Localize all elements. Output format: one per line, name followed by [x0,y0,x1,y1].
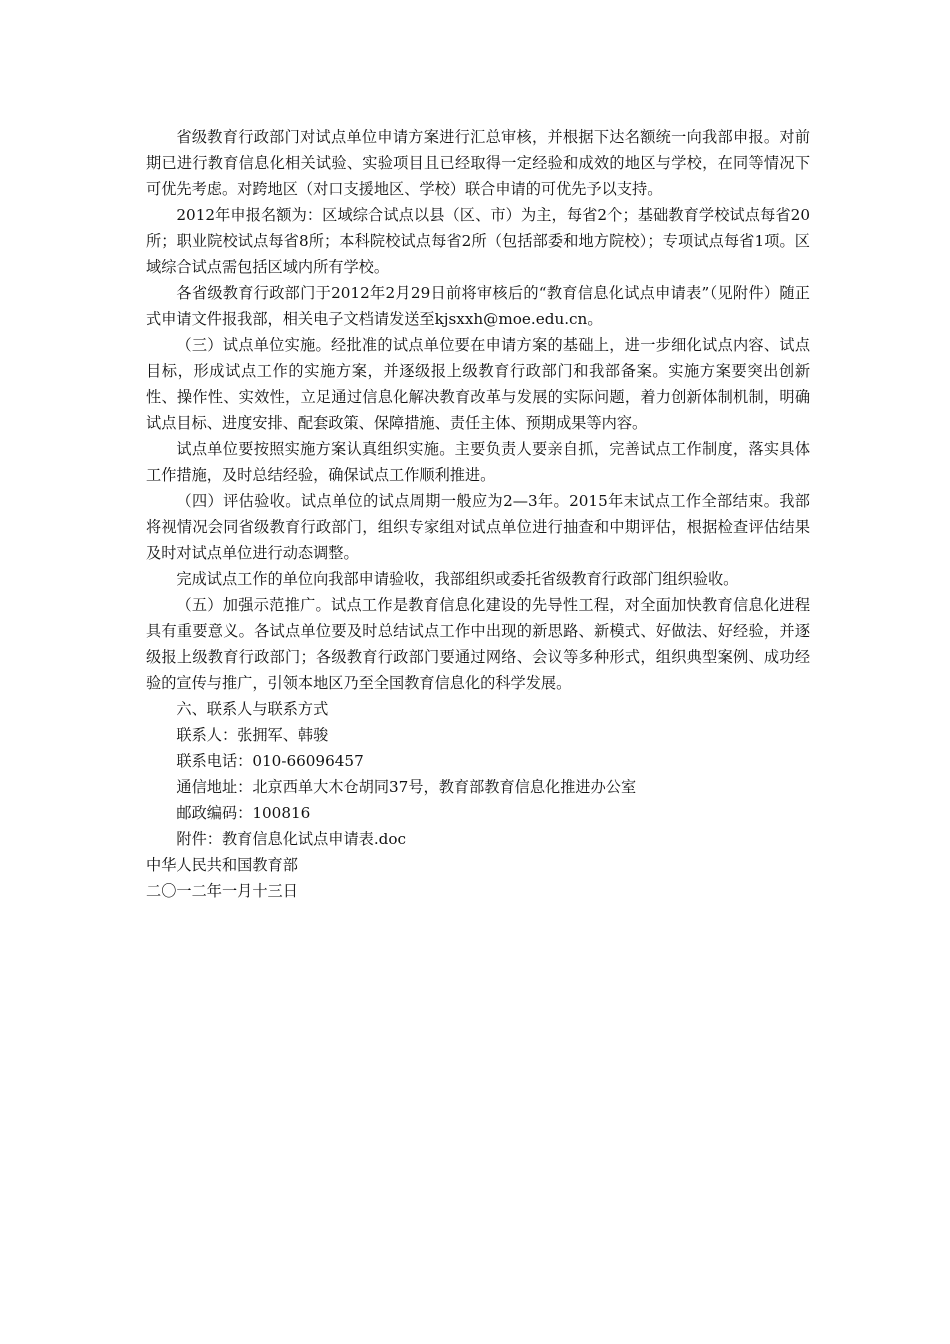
contact-person: 联系人：张拥军、韩骏 [176,726,329,744]
paragraph-submission-deadline: 各省级教育行政部门于2012年2月29日前将审核后的“教育信息化试点申请表”（见附件）随正式申请文件报我部，相关电子文档请发送至kjsxxh@moe.edu.cn。 [146,284,810,328]
signature-date: 二〇一二年一月十三日 [146,882,298,900]
contact-phone: 联系电话：010-66096457 [176,752,364,770]
paragraph-section-3-implementation: （三）试点单位实施。经批准的试点单位要在申请方案的基础上，进一步细化试点内容、试点目标，形成试点工作的实施方案，并逐级报上级教育行政部门和我部备案。实施方案要突出创新性、操作性、实效性，立足通过信息化解决教育改革与发展的实际问题，着力创新体制机制，明确试点目标、进度安排、配套政策、保障措施、责任主体、预期成果等内容。 [146,336,810,432]
contact-postcode: 邮政编码：100816 [176,804,311,822]
paragraph-acceptance: 完成试点工作的单位向我部申请验收，我部组织或委托省级教育行政部门组织验收。 [176,570,739,588]
contact-heading: 六、联系人与联系方式 [176,700,329,718]
paragraph-quota-2012: 2012年申报名额为：区域综合试点以县（区、市）为主，每省2个；基础教育学校试点每省20所；职业院校试点每省8所；本科院校试点每省2所（包括部委和地方院校）；专项试点每省1项。区域综合试点需包括区域内所有学校。 [146,206,810,276]
paragraph-section-5-promotion: （五）加强示范推广。试点工作是教育信息化建设的先导性工程，对全面加快教育信息化进程具有重要意义。各试点单位要及时总结试点工作中出现的新思路、新模式、好做法、好经验，并逐级报上级教育行政部门；各级教育行政部门要通过网络、会议等多种形式，组织典型案例、成功经验的宣传与推广，引领本地区乃至全国教育信息化的科学发展。 [146,596,810,692]
paragraph-provincial-review: 省级教育行政部门对试点单位申请方案进行汇总审核，并根据下达名额统一向我部申报。对前期已进行教育信息化相关试验、实验项目且已经取得一定经验和成效的地区与学校，在同等情况下可优先考虑。对跨地区（对口支援地区、学校）联合申请的可优先予以支持。 [146,128,810,198]
contact-address: 通信地址：北京西单大木仓胡同37号，教育部教育信息化推进办公室 [176,778,637,796]
attachment-line: 附件：教育信息化试点申请表.doc [176,830,407,848]
paragraph-implementation-details: 试点单位要按照实施方案认真组织实施。主要负责人要亲自抓，完善试点工作制度，落实具体工作措施，及时总结经验，确保试点工作顺利推进。 [146,440,810,484]
document-body [146,124,810,904]
signature-organization: 中华人民共和国教育部 [146,856,298,874]
paragraph-section-4-evaluation: （四）评估验收。试点单位的试点周期一般应为2—3年。2015年末试点工作全部结束。我部将视情况会同省级教育行政部门，组织专家组对试点单位进行抽查和中期评估，根据检查评估结果及时对试点单位进行动态调整。 [146,492,810,562]
